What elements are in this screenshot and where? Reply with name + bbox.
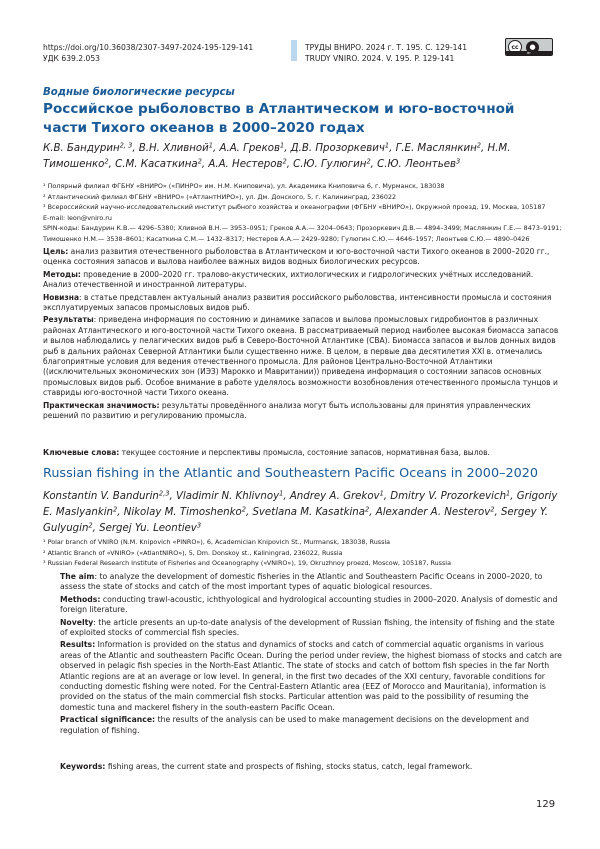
section-heading: Водные биологические ресурсы	[43, 87, 235, 98]
journal-ru: ТРУДЫ ВНИРО. 2024 г. Т. 195. С. 129-141	[305, 43, 468, 52]
cc-circle-icon: cc	[508, 40, 522, 54]
title-en: Russian fishing in the Atlantic and Southeastern Pacific Oceans in 2000–2020	[43, 466, 539, 481]
affiliation-en-1: ¹ Polar branch of VNIRO (N.M. Knipovich «PINRO»), 6, Academician Knipovich St., Murmansk, 183038, Russia	[43, 538, 391, 546]
cc-by-icon	[505, 38, 553, 56]
novelty-text: : в статье представлен актуальный анализ развития российского рыболовства, интенсивности промысла и состояния эксплуатируемых запасов промысловых видов рыб.	[43, 292, 552, 313]
affiliation-3: ³ Всероссийский научно-исследовательский институт рыбного хозяйства и океанографии (ФГБНУ «ВНИРО»), Окружной проезд, 19, Москва, 105187	[43, 203, 546, 211]
en-author-affiliation-mark: 2	[365, 505, 370, 514]
en-author-affiliation-mark: 1	[279, 489, 284, 498]
ru-author: А.А. Нестеров	[208, 159, 283, 170]
en-author: Dmitry V. Prozorkevich	[390, 491, 507, 502]
ru-author-affiliation-mark: 2, 3	[119, 141, 133, 150]
en-author-affiliation-mark: 1	[379, 489, 384, 498]
page-number: 129	[536, 799, 556, 810]
en-author-affiliation-mark: 2	[88, 521, 93, 530]
en-author: Svetlana M. Kasatkina	[252, 507, 366, 518]
keywords-en	[60, 762, 563, 772]
title-ru: Российское рыболовство в Атлантическом и юго-восточной части Тихого океанов в 2000–2020 годах	[43, 101, 515, 136]
ru-author: Д.В. Прозоркевич	[290, 143, 385, 154]
en-author: Konstantin V. Bandurin	[43, 491, 159, 502]
en-author-affiliation-mark: 3	[196, 521, 202, 530]
spin-codes: SPIN-коды: Бандурин К.В.— 4296–5380; Хливной В.Н.— 3953–0951; Греков А.А.— 3204–0643; Прозоркевич Д.В.— 4894–3499; Маслянкин Г.Е.— 8473–9191; Тимошенко Н.М.— 3538–8601; Касаткина С.М.— 1432–8317; Нестеров А.А.— 2429–9280; Гулюгин С.Ю.— 4646–1957; Леонтьев С.Ю.— 4890–0426	[43, 224, 562, 243]
results-label-en: Results:	[60, 640, 96, 650]
ru-author-affiliation-mark: 2	[476, 141, 482, 150]
udc-code: УДК 639.2.053	[43, 54, 101, 63]
ru-author: С.Ю. Гулюгин	[293, 159, 367, 170]
practical-text-en: the results of the analysis can be used to make management decisions on the development and regulation of fishing.	[60, 715, 530, 735]
affiliation-2: ² Атлантический филиал ФГБНУ «ВНИРО» («АтлантНИРО»), ул. Дм. Донского, 5, г. Калининград, 236022	[43, 192, 397, 201]
practical-label: Практическая значимость:	[43, 400, 160, 410]
en-author: Vladimir N. Khlivnoy	[175, 491, 280, 502]
practical-text: результаты проведённого анализа могут быть использованы для принятия управленческих решений по развитию и регулированию промысла.	[43, 400, 531, 421]
abstract-en	[60, 572, 563, 738]
aim-text: анализ развития отечественного рыболовства в Атлантическом и юго-восточной части Тихого океанов в 2000–2020 гг., оценка состояния запасов и вылова наиболее важных видов водных биологических ресурсов.	[43, 247, 550, 267]
cc-by-label: BY	[506, 51, 552, 55]
doi-link[interactable]: https://doi.org/10.36038/2307-3497-2024-195-129-141	[43, 43, 254, 52]
authors-ru: К.В. Бандурин$^{2, 3}$, В.Н. Хливной$^1$, А.А. Греков$^1$, Д.В. Прозоркевич$^1$, Г.Е. Маслянкин$^2$, Н.М. Тимошенко$^2$, С.М. Касаткина$^2$, А.А. Нестеров$^2$, С.Ю. Гулюгин$^2$, С.Ю. Леонтьев$^3$	[43, 141, 511, 170]
ru-author: А.А. Греков	[219, 143, 280, 154]
ru-author: В.Н. Хливной	[138, 143, 209, 154]
ru-author: К.В. Бандурин	[43, 143, 120, 154]
header-left	[43, 42, 253, 64]
keywords-ru	[43, 448, 563, 458]
ru-author-affiliation-mark: 1	[208, 141, 214, 150]
ru-author-affiliation-mark: 2	[104, 157, 109, 166]
en-author: Nikolay M. Timoshenko	[123, 507, 242, 518]
keywords-label: Ключевые слова:	[43, 448, 120, 457]
novelty-label-en: Novelty	[60, 617, 94, 627]
en-author-affiliation-mark: 1	[506, 489, 511, 498]
ru-author-affiliation-mark: 1	[384, 141, 390, 150]
en-author-affiliation-mark: 2	[490, 505, 495, 514]
en-author: Andrey A. Grekov	[289, 491, 380, 502]
header-accent-bar	[291, 40, 297, 61]
en-author: Alexander A. Nesterov	[375, 507, 491, 518]
ru-author-affiliation-mark: 2	[197, 157, 202, 166]
keywords-text-en: fishing areas, the current state and prospects of fishing, stocks status, catch, legal framework.	[105, 762, 473, 771]
results-label: Результаты	[43, 315, 94, 325]
keywords-label-en: Keywords:	[60, 762, 106, 771]
results-text-en: Information is provided on the status and dynamics of stocks and catch of commercial aquatic organisms in various areas of the Atlantic and southeastern Pacific Ocean. During the period under review, the highest biomass of stocks and catch are observed in pelagic fish species in the North-East Atlantic. The state of stocks and catch of bottom fish species in the far North Atlantic regions are at an average or low level. In general, in the first two decades of the XXI century, favorable conditions for conducting domestic fishing were noted. For the Central-Eastern Atlantic area (EEZ of Morocco and Mauritania), information is provided on the status of the main commercial fish stocks. Particular attention was paid to the possibility of resuming the domestic tuna and mackerel fishery in the south-eastern Pacific Ocean.	[60, 640, 562, 712]
by-person-icon: ●	[526, 41, 539, 54]
affiliation-1: ¹ Полярный филиал ФГБНУ «ВНИРО» («ПИНРО» им. Н.М. Книповича), ул. Академика Книповича 6, г. Мурманск, 183038	[43, 182, 445, 190]
affiliation-en-2: ² Atlantic Branch of «VNIRO» («AtlantNIRO»), 5, Dm. Donskoy st., Kaliningrad, 236022, Russia	[43, 548, 343, 557]
ru-author-affiliation-mark: 1	[279, 141, 285, 150]
affiliations-en	[43, 537, 563, 569]
abstract-ru	[43, 247, 563, 424]
methods-label: Методы:	[43, 269, 81, 279]
affiliation-en-3: ³ Russian Federal Research Institute of Fisheries and Oceanography («VNIRO»), 19, Okruzhnoy proezd, Moscow, 105187, Russia	[43, 559, 451, 567]
en-author-affiliation-mark: 2	[113, 505, 118, 514]
ru-author: Н.М. Тимошенко	[43, 143, 511, 170]
aim-text-en: : to analyze the development of domestic fisheries in the Atlantic and Southeastern Pacific Oceans in 2000–2020, to assess the state of stocks and catch of the most important types of aquatic biological resources.	[60, 572, 543, 592]
ru-author: С.М. Касаткина	[115, 159, 198, 170]
methods-label-en: Methods:	[60, 594, 101, 604]
novelty-text-en: : the article presents an up-to-date analysis of the development of Russian fishing, the intensity of fishing and the state of exploited stocks of commercial fish species.	[60, 617, 555, 638]
en-author: Sergej Yu. Leontiev	[99, 523, 197, 534]
journal-en: TRUDY VNIRO. 2024. V. 195. P. 129-141	[305, 54, 455, 63]
email[interactable]: E-mail: leon@vniro.ru	[43, 213, 112, 222]
practical-label-en: Practical significance:	[60, 715, 156, 725]
affiliations-ru	[43, 181, 563, 244]
en-author: Grigoriy E. Maslyankin	[43, 491, 558, 518]
header-right	[305, 42, 467, 64]
aim-label-en: The aim	[60, 572, 95, 581]
ru-author-affiliation-mark: 2	[282, 157, 287, 166]
aim-label: Цель:	[43, 247, 69, 256]
keywords-text: текущее состояние и перспективы промысла, состояние запасов, нормативная база, вылов.	[119, 448, 490, 457]
authors-en: Konstantin V. Bandurin$^{2,3}$, Vladimir N. Khlivnoy$^1$, Andrey A. Grekov$^1$, Dmitry V. Prozorkevich$^1$, Grigoriy E. Maslyankin$^2$, Nikolay M. Timoshenko$^2$, Svetlana M. Kasatkina$^2$, Alexander A. Nesterov$^2$, Sergey Y. Gulyugin$^2$, Sergej Yu. Leontiev$^3$	[43, 489, 558, 534]
en-author: Sergey Y. Gulyugin	[43, 507, 549, 534]
en-author-affiliation-mark: 2	[241, 505, 246, 514]
novelty-label: Новизна	[43, 292, 80, 302]
en-author-affiliation-mark: 2,3	[158, 489, 170, 498]
methods-text: проведение в 2000–2020 гг. тралово-акустических, ихтиологических и гидрологических учётных исследований. Анализ отечественной и иностранной литературы.	[43, 269, 534, 290]
results-text: : приведена информация по состоянию и динамике запасов и вылова промысловых гидробионтов в различных районах Атлантического и юго-восточной части Тихого океана. В рассматриваемый период наиболее высокая биомасса запасов и вылов наблюдались у пелагических видов рыб в Северо-Восточной Атлантике (СВА). Биомасса запасов и вылов донных видов рыб в дальних районах Северной Атлантики были существенно ниже. В целом, в первые два десятилетия XXI в. отмечались благоприятные условия для ведения отечественного промысла. Для районов Центрально-Восточной Атлантики ((исключительных экономических зон (ИЭЗ) Марокко и Мавритании)) приведена информация о состоянии запасов основных промысловых видов рыб. Особое внимание в работе уделялось возможности возобновления отечественного промысла тунцов и ставриды юго-восточной части Тихого океана.	[43, 315, 559, 398]
methods-text-en: conducting trawl-acoustic, ichthyological and hydrological accounting studies in 2000–2020. Analysis of domestic and foreign literature.	[60, 594, 558, 615]
ru-author-affiliation-mark: 3	[456, 157, 461, 166]
ru-author: С.Ю. Леонтьев	[377, 159, 456, 170]
ru-author: Г.Е. Маслянкин	[395, 143, 477, 154]
ru-author-affiliation-mark: 2	[366, 157, 371, 166]
